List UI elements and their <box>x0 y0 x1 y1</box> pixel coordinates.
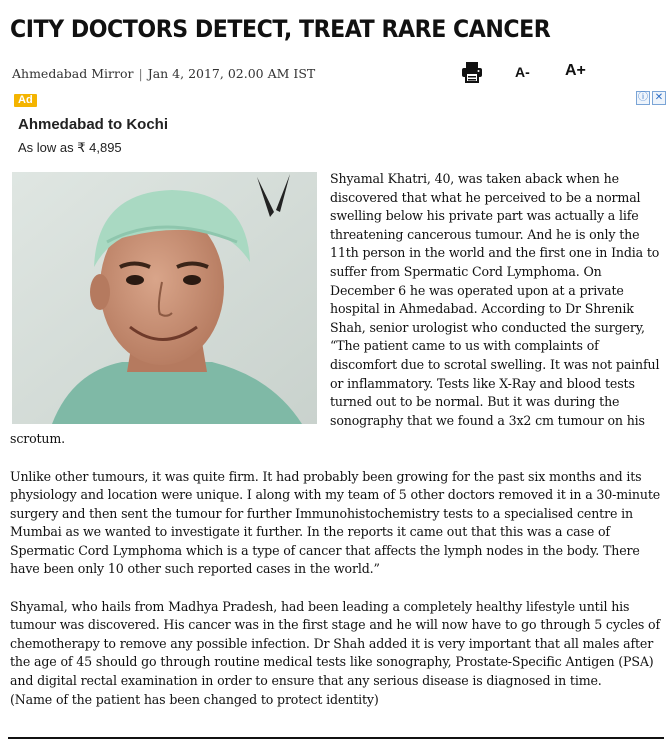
font-decrease-button[interactable]: A- <box>515 64 530 80</box>
byline-separator: | <box>138 66 143 81</box>
ad-price-text: As low as ₹ 4,895 <box>18 140 122 155</box>
article-paragraph-3: Shyamal, who hails from Madhya Pradesh, had been leading a completely healthy lifestyle until his tumour was discovered. His cancer was in the first stage and he will now have to go through 5 cycles of chemotherapy to remove any possible infection. Dr Shah added it is very important that all males after the age of 45 should go through routine medical tests like sonography, Prostate-Specific Antigen (PSA) and digital rectal examination in order to ensure that any serious disease is diagnosed in time. <box>10 598 660 689</box>
article-paragraph-2: Unlike other tumours, it was quite firm. It had probably been growing for the past six months and its physiology and location were unique. I along with my team of 5 other doctors removed it in a 30-minute surgery and then sent the tumour for further Immunohistochemistry tests to a specialised centre in Mumbai as we wanted to investigate it further. In the reports it came out that this was a case of Spermatic Cord Lymphoma which is a type of cancer that affects the lymph nodes in the body. There have been only 10 other such reported cases in the world.” <box>10 468 661 577</box>
article-note: (Name of the patient has been changed to protect identity) <box>10 691 379 707</box>
printer-icon[interactable] <box>460 60 484 84</box>
article-body <box>10 170 662 709</box>
ad-info-icon[interactable]: ⓘ <box>638 92 648 103</box>
bottom-divider <box>8 737 664 739</box>
headline: CITY DOCTORS DETECT, TREAT RARE CANCER <box>10 15 551 43</box>
article-paragraph-1: Shyamal Khatri, 40, was taken aback when he discovered that what he perceived to be a normal swelling below his private part was actually a life threatening cancerous tumour. And he is only the 11th person in the world and the first one in India to suffer from Spermatic Cord Lymphoma. On December 6 he was operated upon at a private hospital in Ahmedabad. According to Dr Shrenik Shah, senior urologist who conducted the surgery, “The patient came to us with complaints of discomfort due to scrotal swelling. It was not painful or inflammatory. Tests like X-Ray and blood tests turned out to be normal. But it was during the sonography that we found a 3x2 cm tumour on his scrotum. <box>10 171 660 447</box>
ad-title-link[interactable]: Ahmedabad to Kochi <box>18 116 169 133</box>
font-increase-button[interactable]: A+ <box>565 62 586 79</box>
ad-close-icon[interactable]: ✕ <box>652 91 666 105</box>
publish-date: Jan 4, 2017, 02.00 AM IST <box>147 66 316 81</box>
ad-badge: Ad <box>14 94 37 107</box>
image-float-spacer <box>10 170 320 420</box>
byline <box>12 66 315 82</box>
ad-controls <box>636 91 666 105</box>
source-name: Ahmedabad Mirror <box>12 66 134 81</box>
